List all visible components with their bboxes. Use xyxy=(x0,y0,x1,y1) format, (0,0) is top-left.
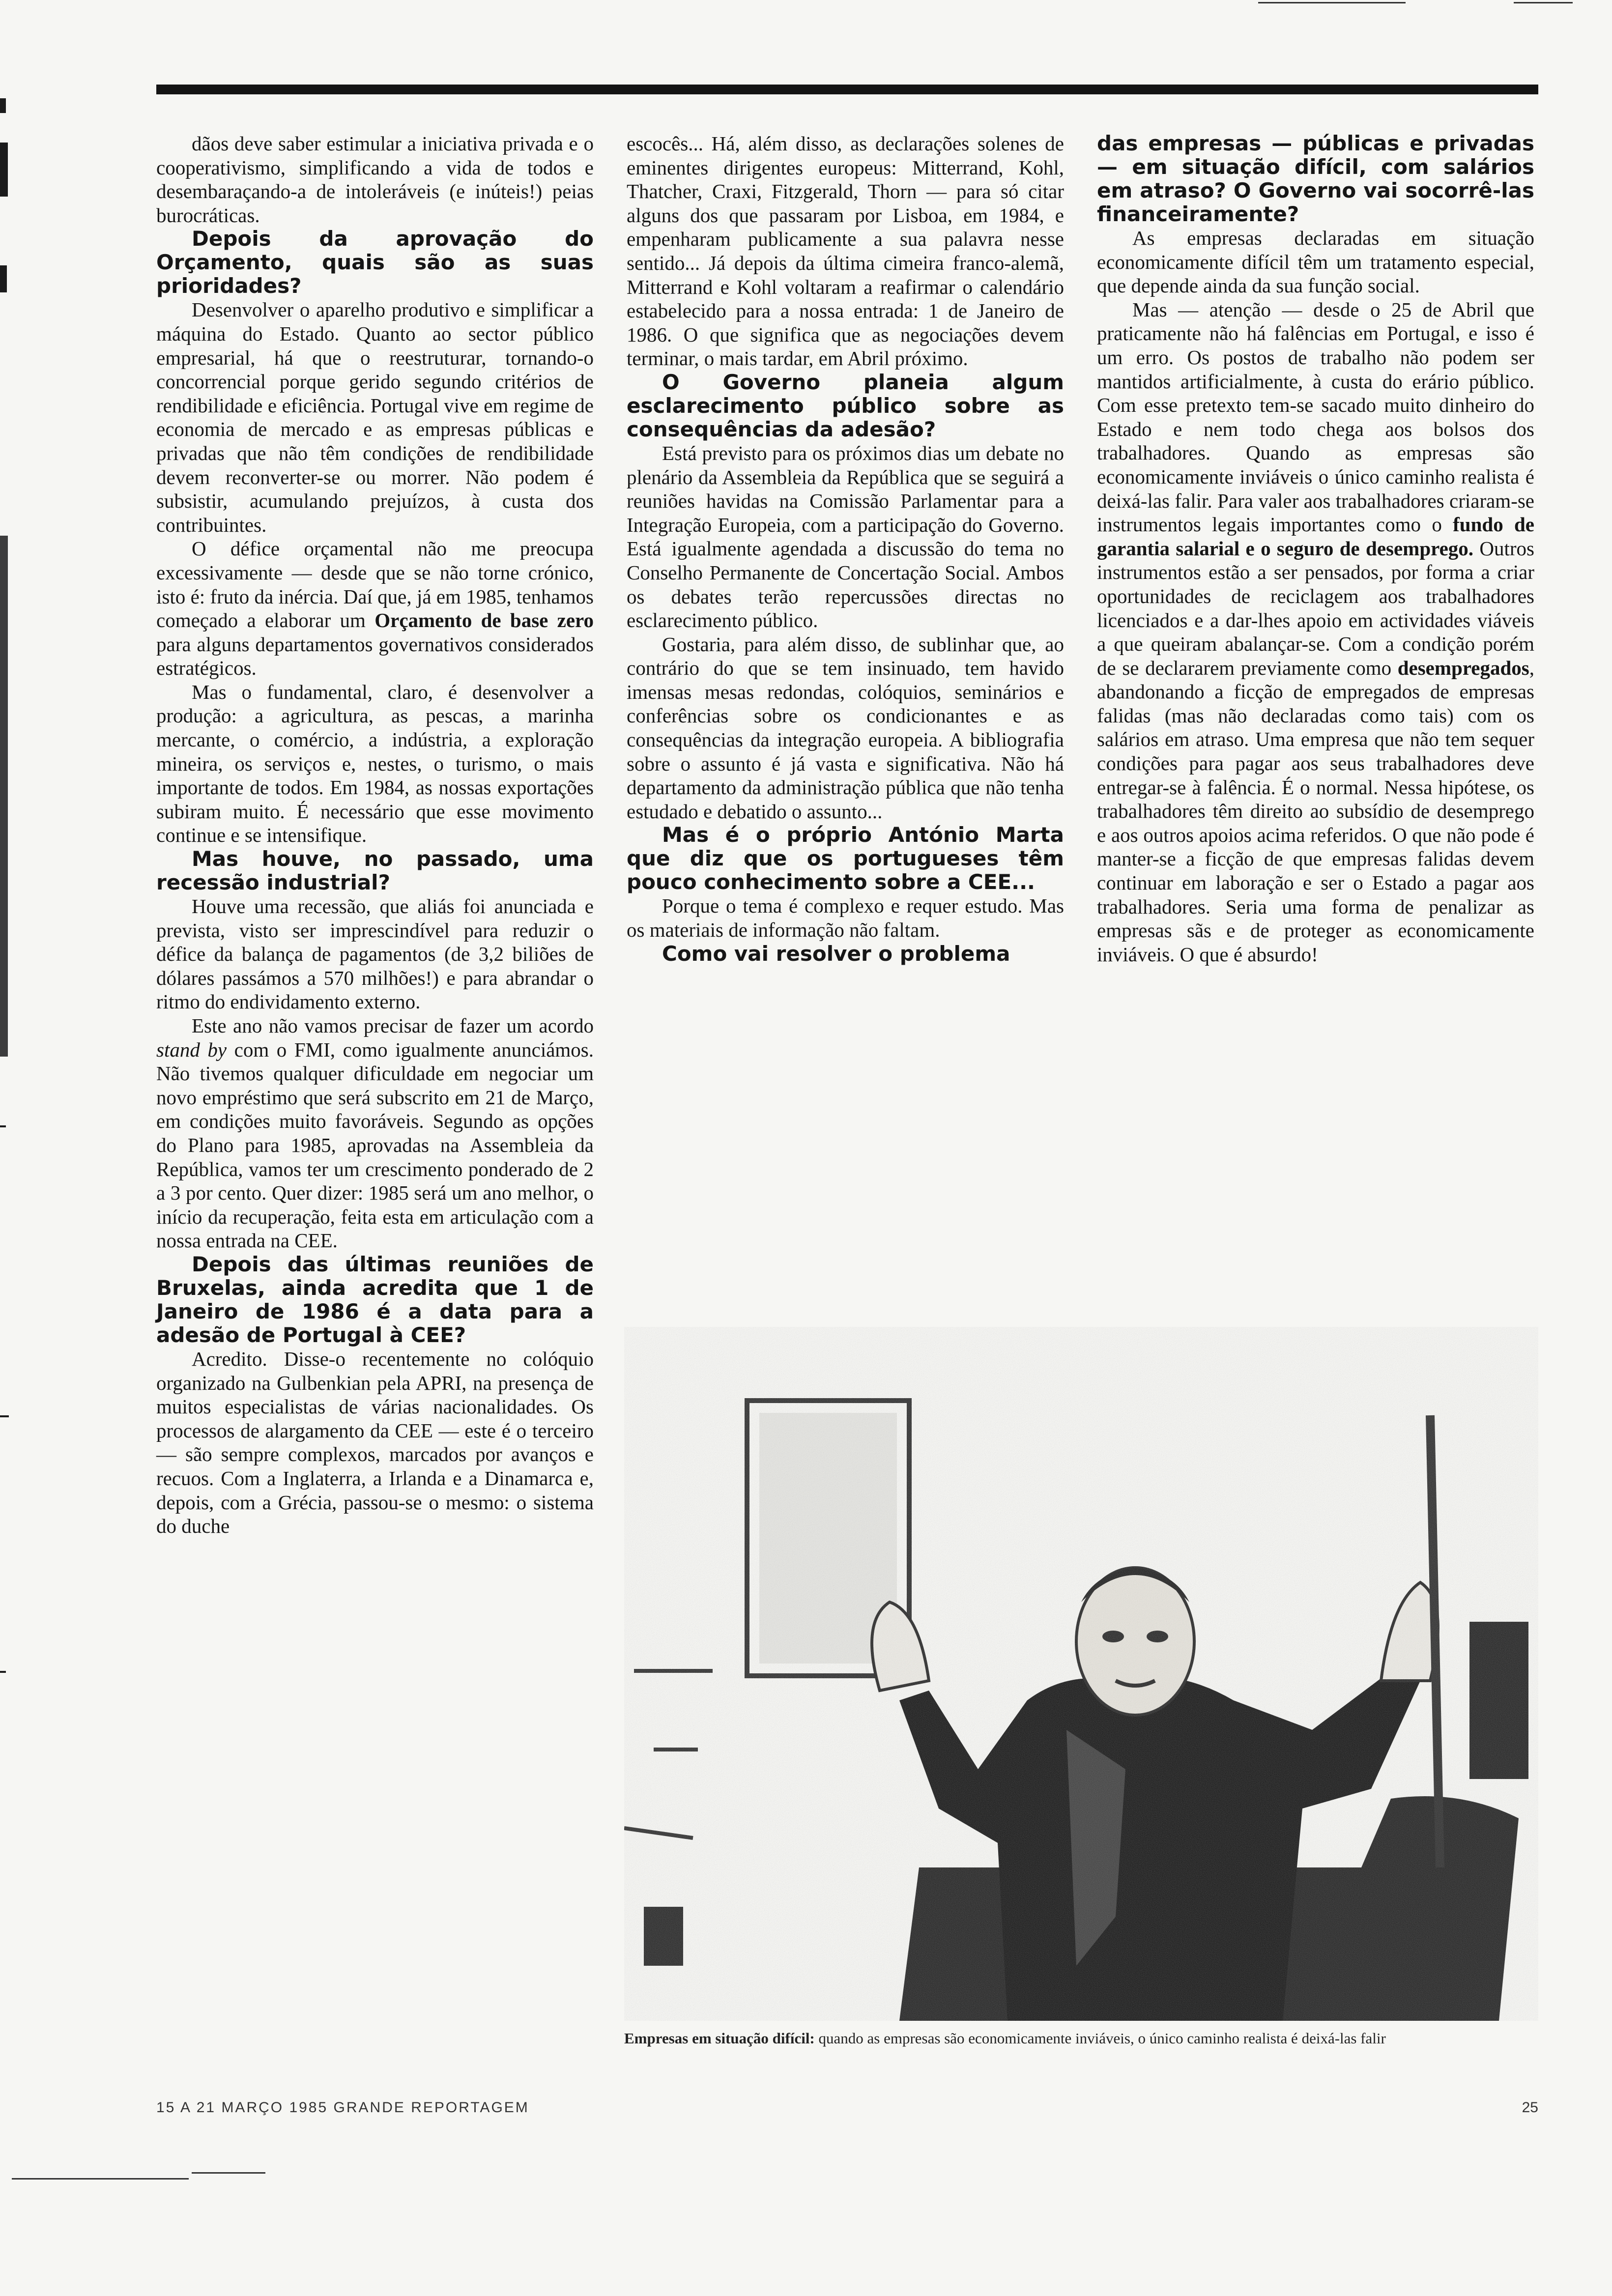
paragraph-text: , abandonando a ficção de empregados de empresas falidas (mas não declaradas como tais) com os salários em atraso. Uma empresa que não tem sequer condições para pagar aos seus trabalhadores deve entregar-se à falência. É o normal. Nessa hipótese, os trabalhadores têm direito ao subsídio de desemprego e aos outros apoios acima referidos. O que não pode é manter-se a ficção de que empresas falidas devem continuar em laboração e ser o Estado a pagar aos trabalhadores. Seria uma forma de penalizar as empresas sãs e de proteger as economicamente inviáveis. O que é absurdo! xyxy=(1097,656,1534,966)
photo-caption xyxy=(624,2029,1538,2048)
emphasis-text: fundo de garantia salarial e o seguro de desemprego. xyxy=(1097,513,1535,560)
interview-question: das empresas — públicas e privadas — em situação difícil, com salários em atraso? O Governo vai socorrê-las financeiramente? xyxy=(1097,131,1534,226)
scan-edge-mark xyxy=(0,265,7,292)
article-paragraph: Desenvolver o aparelho produtivo e simplificar a máquina do Estado. Quanto ao sector público empresarial, há que o reestruturar, tornando-o concorrencial porque gerido segundo critérios de rendibilidade e eficiência. Portugal vive em regime de economia de mercado e as empresas públicas e privadas que não têm condições de rendibilidade devem reconverter-se ou morrer. Não podem é subsistir, acumulando prejuízos, à custa dos contribuintes. xyxy=(156,298,594,536)
interview-question: Mas houve, no passado, uma recessão industrial? xyxy=(156,847,594,895)
article-paragraph xyxy=(1097,298,1534,967)
paragraph-text: Este ano não vamos precisar de fazer um acordo xyxy=(192,1014,594,1037)
page-number: 25 xyxy=(1522,2099,1538,2116)
scan-edge-mark xyxy=(0,98,6,113)
article-photo xyxy=(624,1327,1538,2021)
scan-noise xyxy=(192,2172,265,2174)
interview-question: Mas é o próprio António Marta que diz que os portugueses têm pouco conhecimento sobre a CEE... xyxy=(627,823,1064,894)
scan-edge-mark xyxy=(0,1671,6,1673)
interview-question: Depois da aprovação do Orçamento, quais são as suas prioridades? xyxy=(156,227,594,298)
paragraph-text: com o FMI, como igualmente anunciámos. Não tivemos qualquer dificuldade em negociar um novo empréstimo que será subscrito em 21 de Março, em condições muito favoráveis. Segundo as opções do Plano para 1985, aprovadas na Assembleia da República, vamos ter um crescimento ponderado de 2 a 3 por cento. Quer dizer: 1985 será um ano melhor, o início da recuperação, feita esta em articulação com a nossa entrada na CEE. xyxy=(156,1038,594,1252)
article-paragraph: dãos deve saber estimular a iniciativa privada e o cooperativismo, simplificando a vida de todos e desembaraçando-a de intoleráveis (e inúteis!) peias burocráticas. xyxy=(156,132,594,227)
scan-edge-mark xyxy=(0,143,8,197)
article-column-3 xyxy=(1097,132,1534,1306)
interview-question: Como vai resolver o problema xyxy=(662,941,1010,966)
article-paragraph xyxy=(156,537,594,680)
article-paragraph: Está previsto para os próximos dias um debate no plenário da Assembleia da República que se seguirá a reuniões havidas na Comissão Parlamentar para a Integração Europeia, com a participação do Governo. Está igualmente agendada a discussão do tema no Conselho Permanente de Concertação Social. Ambos os debates terão repercussões directas no esclarecimento público. xyxy=(627,441,1064,632)
paragraph-text: O défice orçamental não me preocupa excessivamente — desde que se não torne crónico, isto é: fruto da inércia. Daí que, já em 1985, tenhamos começado a elaborar um xyxy=(156,537,594,632)
scan-edge-mark xyxy=(0,536,8,1057)
interview-question: Depois das últimas reuniões de Bruxelas, ainda acredita que 1 de Janeiro de 1986 é a data para a adesão de Portugal à CEE? xyxy=(156,1252,594,1347)
paragraph-text: Outros instrumentos estão a ser pensados, por forma a criar oportunidades de reciclagem aos trabalhadores licenciados e a dar-lhes apoio em actividades viáveis a que queiram abalançar-se. Com a condição porém de se declararem previamente como xyxy=(1097,537,1534,679)
issue-date-and-section: 15 A 21 MARÇO 1985 GRANDE REPORTAGEM xyxy=(156,2099,529,2116)
scan-noise xyxy=(12,2178,189,2180)
article-paragraph: As empresas declaradas em situação economicamente difícil têm um tratamento especial, que depende ainda da sua função social. xyxy=(1097,227,1534,297)
emphasis-text: desempregados xyxy=(1397,656,1529,679)
paragraph-text: Mas — atenção — desde o 25 de Abril que praticamente não há falências em Portugal, e isso é um erro. Os postos de trabalho não podem ser mantidos artificialmente, à custa do erário público. Com esse pretexto tem-se sacado muito dinheiro do Estado e nem todo chega aos bolsos dos trabalhadores. Quando as empresas são economicamente inviáveis o único caminho realista é deixá-las falir. Para valer aos trabalhadores criaram-se instrumentos legais importantes como o xyxy=(1097,298,1534,536)
article-paragraph xyxy=(156,1014,594,1253)
article-paragraph: Gostaria, para além disso, de sublinhar que, ao contrário do que se tem insinuado, tem havido imensas mesas redondas, colóquios, seminários e conferências sobre os condicionantes e as consequências da integração europeia. A bibliografia sobre o assunto é já vasta e significativa. Não há departamento da administração pública que não tenha estudado e debatido o assunto... xyxy=(627,632,1064,823)
article-paragraph: escocês... Há, além disso, as declarações solenes de eminentes dirigentes europeus: Mitterrand, Kohl, Thatcher, Craxi, Fitzgerald, Thorn — para só citar alguns dos que passaram por Lisboa, em 1984, e empenharam publicamente a sua palavra nesse sentido... Já depois da última cimeira franco-alemã, Mitterrand e Kohl voltaram a reafirmar o calendário estabelecido para a nossa entrada: 1 de Janeiro de 1986. O que significa que as negociações devem terminar, o mais tardar, em Abril próximo. xyxy=(627,132,1064,370)
article-paragraph: Porque o tema é complexo e requer estudo. Mas os materiais de informação não faltam. xyxy=(627,894,1064,942)
paragraph-text: para alguns departamentos governativos considerados estratégicos. xyxy=(156,632,594,680)
interview-question: O Governo planeia algum esclarecimento público sobre as consequências da adesão? xyxy=(627,370,1064,441)
scan-noise xyxy=(1514,2,1573,3)
article-column-1 xyxy=(156,132,594,2066)
article-paragraph: Acredito. Disse-o recentemente no colóquio organizado na Gulbenkian pela APRI, na presença de muitos especialistas de várias nacionalidades. Os processos de alargamento da CEE — este é o terceiro — são sempre complexos, marcados por avanços e recuos. Com a Inglaterra, a Irlanda e a Dinamarca e, depois, com a Grécia, passou-se o mesmo: o sistema do duche xyxy=(156,1347,594,1538)
article-column-2 xyxy=(627,132,1064,1306)
italic-text: stand by xyxy=(156,1038,227,1061)
emphasis-text: Orçamento de base zero xyxy=(374,609,594,632)
article-paragraph: Mas o fundamental, claro, é desenvolver a produção: a agricultura, as pescas, a marinha mercante, o comércio, a indústria, a exploração mineira, os serviços e, nestes, o turismo, o mais importante de todos. Em 1984, as nossas exportações subiram muito. É necessário que esse movimento continue e se intensifique. xyxy=(156,680,594,847)
caption-lead: Empresas em situação difícil: xyxy=(624,2030,815,2047)
scan-edge-mark xyxy=(0,1125,6,1127)
scan-noise xyxy=(1258,2,1406,3)
top-rule xyxy=(156,85,1538,94)
scan-edge-mark xyxy=(0,1415,9,1417)
caption-text: quando as empresas são economicamente inviáveis, o único caminho realista é deixá-las falir xyxy=(814,2030,1386,2047)
article-paragraph: Houve uma recessão, que aliás foi anunciada e prevista, visto ser imprescindível para reduzir o défice da balança de pagamentos (de 3,2 biliões de dólares passámos a 570 milhões!) e para abrandar o ritmo do endividamento externo. xyxy=(156,895,594,1013)
